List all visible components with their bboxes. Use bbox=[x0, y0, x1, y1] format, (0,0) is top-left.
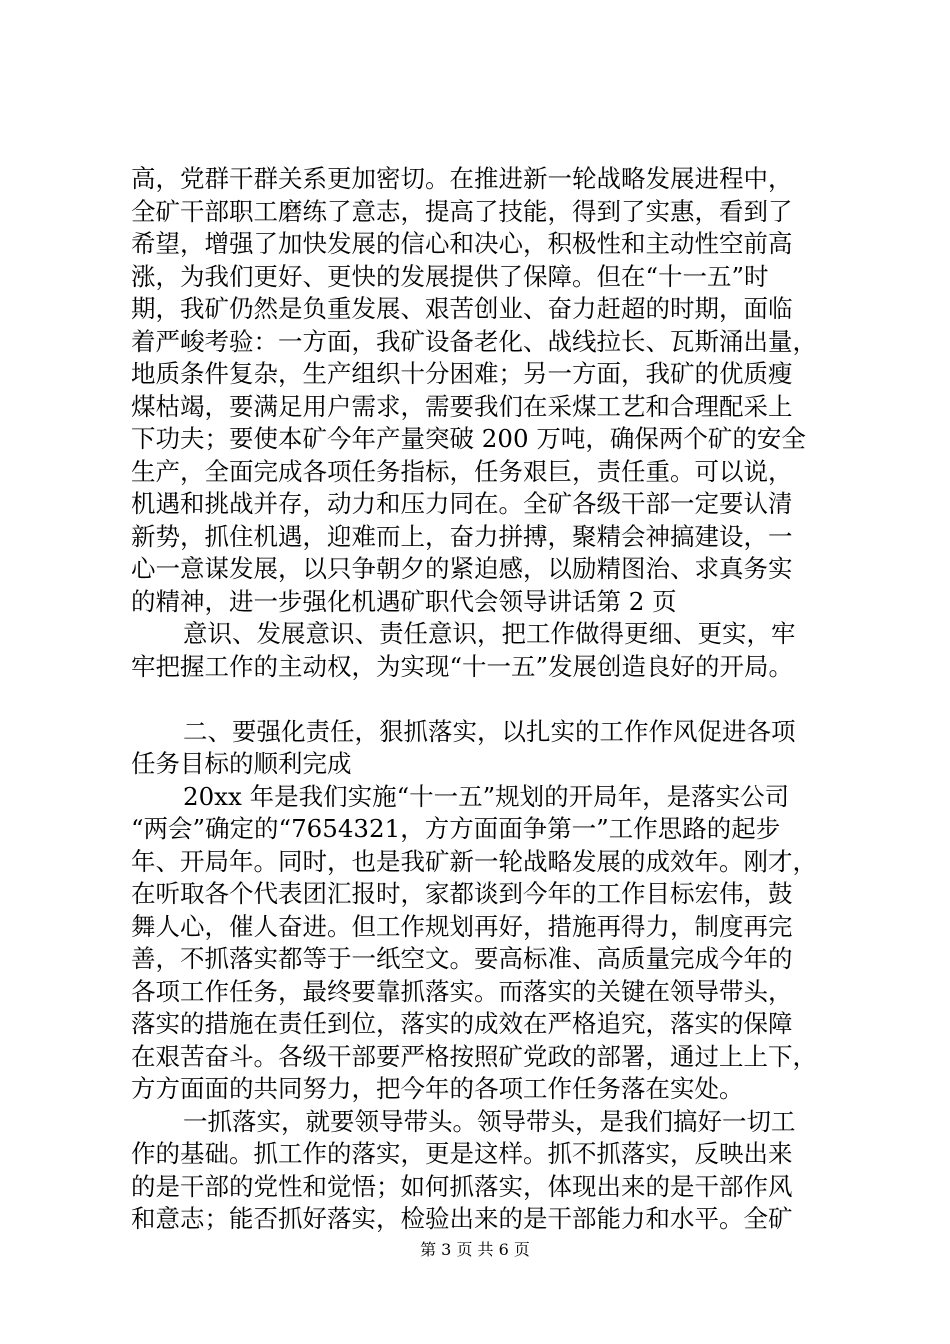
section-heading-line: 任务目标的顺利完成 bbox=[131, 749, 352, 778]
text-line: 在听取各个代表团汇报时，家都谈到今年的工作目标宏伟，鼓 bbox=[131, 879, 793, 908]
text-line: 的是干部的党性和觉悟；如何抓落实，体现出来的是干部作风 bbox=[131, 1171, 793, 1201]
text-line: 方方面面的共同努力，把今年的各项工作任务落在实处。 bbox=[131, 1074, 744, 1103]
paragraph-start-line: 20xx 年是我们实施“十一五”规划的开局年，是落实公司 bbox=[183, 781, 790, 811]
text-line: 和意志；能否抓好落实，检验出来的是干部能力和水平。全矿 bbox=[131, 1204, 793, 1233]
document-body bbox=[131, 163, 831, 1236]
paragraph-spacer bbox=[131, 683, 831, 716]
text-line: 作的基础。抓工作的落实，更是这样。抓不抓落实，反映出来 bbox=[131, 1139, 793, 1168]
text-line: 心一意谋发展，以只争朝夕的紧迫感，以励精图治、求真务实 bbox=[131, 554, 793, 583]
text-line: 全矿干部职工磨练了意志，提高了技能，得到了实惠，看到了 bbox=[131, 196, 793, 226]
text-line: 新势，抓住机遇，迎难而上，奋力拼搏，聚精会神搞建设，一 bbox=[131, 521, 793, 551]
text-line: 生产，全面完成各项任务指标，任务艰巨，责任重。可以说， bbox=[131, 456, 793, 486]
text-line: 年、开局年。同时，也是我矿新一轮战略发展的成效年。刚才， bbox=[131, 846, 817, 876]
text-line: 地质条件复杂，生产组织十分困难；另一方面，我矿的优质瘦 bbox=[131, 359, 793, 388]
text-line: 在艰苦奋斗。各级干部要严格按照矿党政的部署，通过上上下， bbox=[131, 1041, 817, 1071]
text-line: 各项工作任务，最终要靠抓落实。而落实的关键在领导带头， bbox=[131, 976, 793, 1006]
text-line: 涨，为我们更好、更快的发展提供了保障。但在“十一五”时 bbox=[131, 261, 769, 291]
paragraph-start-line: 意识、发展意识、责任意识，把工作做得更细、更实，牢 bbox=[183, 619, 796, 648]
text-line: 着严峻考验：一方面，我矿设备老化、战线拉长、瓦斯涌出量， bbox=[131, 326, 817, 356]
text-line: 下功夫；要使本矿今年产量突破 200 万吨，确保两个矿的安全 bbox=[131, 424, 806, 453]
section-heading-line: 二、要强化责任，狠抓落实，以扎实的工作作风促进各项 bbox=[183, 716, 796, 746]
text-line: 煤枯竭，要满足用户需求，需要我们在采煤工艺和合理配采上 bbox=[131, 391, 793, 421]
text-line: “两会”确定的“7654321，方方面面争第一”工作思路的起步 bbox=[131, 814, 781, 843]
paragraph-start-line: 一抓落实，就要领导带头。领导带头，是我们搞好一切工 bbox=[183, 1106, 796, 1136]
text-line: 机遇和挑战并存，动力和压力同在。全矿各级干部一定要认清 bbox=[131, 489, 793, 518]
page-number-footer: 第 3 页 共 6 页 bbox=[420, 1240, 530, 1259]
text-line: 希望，增强了加快发展的信心和决心，积极性和主动性空前高 bbox=[131, 229, 793, 258]
text-line: 舞人心，催人奋进。但工作规划再好，措施再得力，制度再完 bbox=[131, 911, 793, 941]
text-line: 落实的措施在责任到位，落实的成效在严格追究，落实的保障 bbox=[131, 1009, 793, 1038]
text-line: 期，我矿仍然是负重发展、艰苦创业、奋力赶超的时期，面临 bbox=[131, 294, 793, 323]
text-line: 牢把握工作的主动权，为实现“十一五”发展创造良好的开局。 bbox=[131, 651, 794, 681]
text-line: 善，不抓落实都等于一纸空文。要高标准、高质量完成今年的 bbox=[131, 944, 793, 973]
text-line: 高，党群干群关系更加密切。在推进新一轮战略发展进程中， bbox=[131, 164, 793, 193]
text-line: 的精神，进一步强化机遇矿职代会领导讲话第 2 页 bbox=[131, 586, 677, 616]
